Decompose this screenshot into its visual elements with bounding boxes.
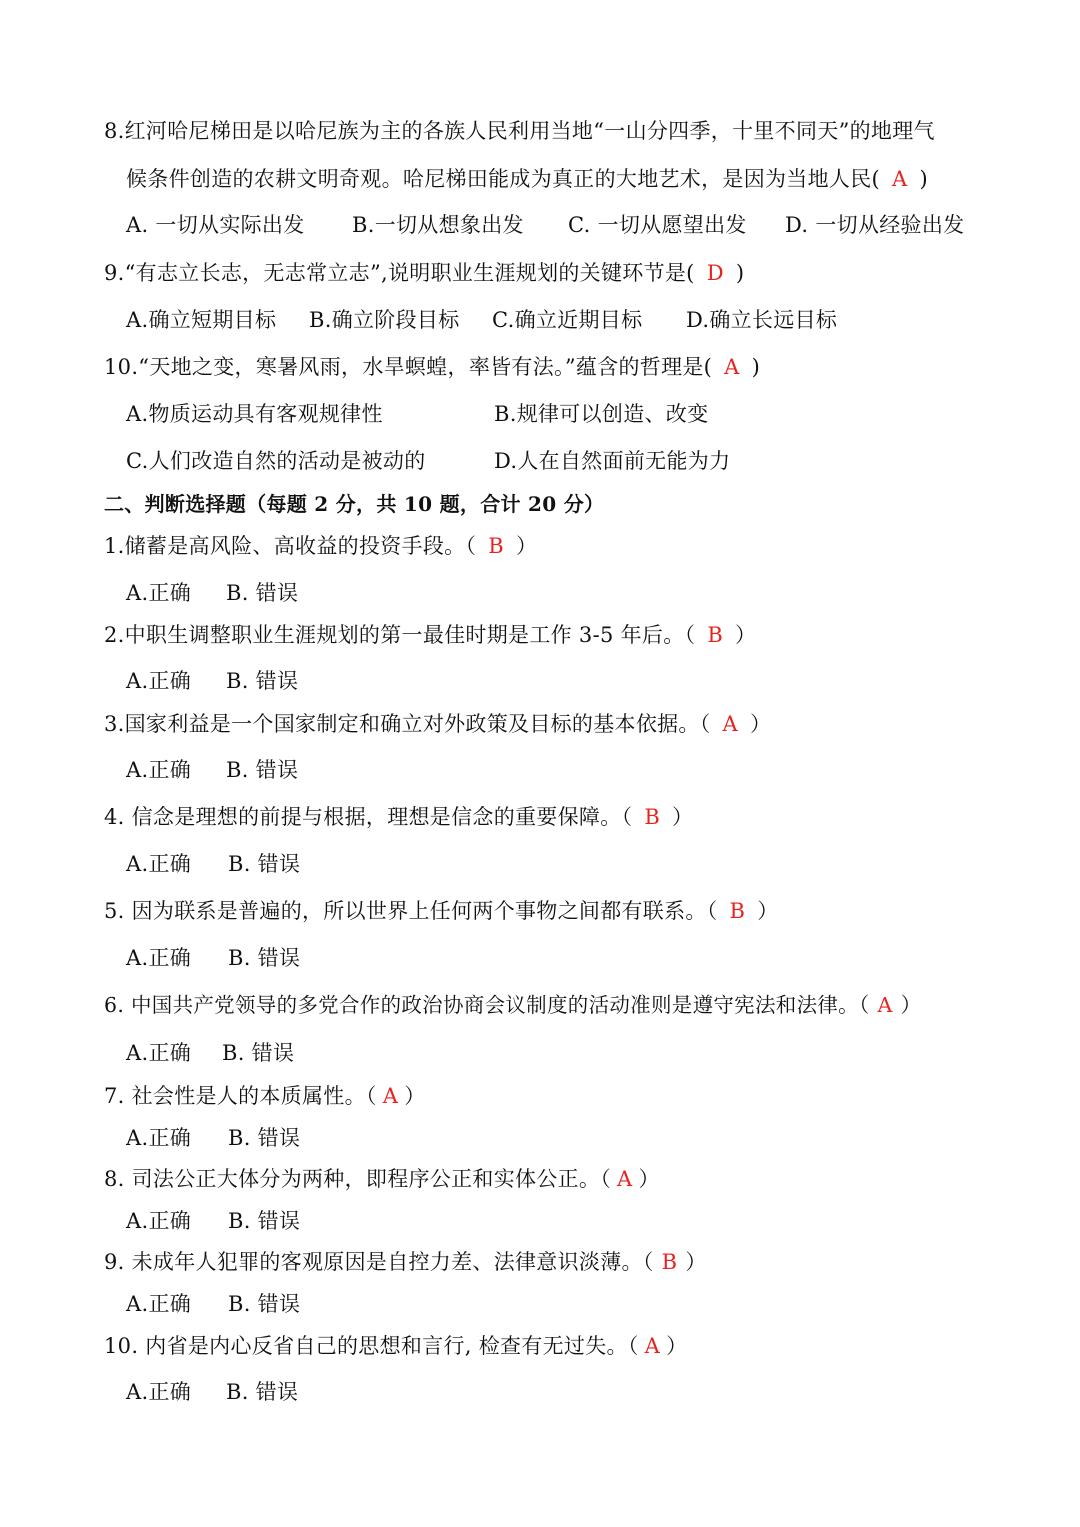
tf-q6-option-b: B. 错误 xyxy=(222,1041,295,1065)
mc-q10-stem: 10.“天地之变，寒暑风雨，水旱螟蝗，率皆有法。”蕴含的哲理是( xyxy=(104,355,713,379)
mc-q8-line1: 8.红河哈尼梯田是以哈尼族为主的各族人民利用当地“一山分四季，十里不同天”的地理气 xyxy=(104,119,935,143)
tf-q8-line xyxy=(104,1166,660,1192)
tf-q7-option-b: B. 错误 xyxy=(228,1126,301,1150)
tf-q1-option-a: A.正确 xyxy=(126,581,192,605)
tf-q1-line xyxy=(104,533,537,559)
tf-q8-option-b: B. 错误 xyxy=(228,1209,301,1233)
tf-q2-answer: B xyxy=(707,623,724,647)
tf-q4-stem: 4. 信念是理想的前提与根据，理想是信念的重要保障。（ xyxy=(104,805,633,829)
mc-q10-line xyxy=(104,354,760,380)
tf-q3-close: ） xyxy=(750,712,772,736)
mc-q8-option-b: B.一切从想象出发 xyxy=(352,213,524,237)
mc-q10-close: ) xyxy=(751,355,761,379)
tf-q9-stem: 9. 未成年人犯罪的客观原因是自控力差、法律意识淡薄。（ xyxy=(104,1250,654,1274)
tf-q4-line xyxy=(104,804,693,830)
tf-q3-line xyxy=(104,711,771,737)
tf-q7-close: ） xyxy=(404,1084,426,1108)
section-heading: 二、判断选择题（每题 2 分，共 10 题，合计 20 分） xyxy=(104,492,605,516)
tf-q1-answer: B xyxy=(488,534,504,558)
tf-q2-stem: 2.中职生调整职业生涯规划的第一最佳时期是工作 3-5 年后。（ xyxy=(104,623,696,647)
tf-q9-line xyxy=(104,1249,707,1275)
mc-q9-stem: 9.“有志立长志，无志常立志”,说明职业生涯规划的关键环节是( xyxy=(104,261,695,285)
tf-q7-answer: A xyxy=(382,1084,399,1108)
tf-q2-option-b: B. 错误 xyxy=(226,669,299,693)
tf-q10-line xyxy=(104,1333,687,1359)
mc-q8-line2 xyxy=(126,166,928,192)
tf-q10-option-b: B. 错误 xyxy=(226,1380,299,1404)
mc-q9-option-d: D.确立长远目标 xyxy=(686,308,838,332)
mc-q9-close: ) xyxy=(735,261,745,285)
mc-q8-option-d: D. 一切从经验出发 xyxy=(785,213,965,237)
tf-q6-close: ） xyxy=(900,993,922,1017)
tf-q3-answer: A xyxy=(722,712,739,736)
tf-q9-close: ） xyxy=(685,1250,707,1274)
tf-q2-option-a: A.正确 xyxy=(126,669,192,693)
tf-q5-option-a: A.正确 xyxy=(126,946,192,970)
tf-q2-line xyxy=(104,622,756,648)
tf-q7-line xyxy=(104,1083,426,1109)
tf-q10-option-a: A.正确 xyxy=(126,1380,192,1404)
tf-q4-option-b: B. 错误 xyxy=(228,852,301,876)
tf-q6-answer: A xyxy=(877,993,893,1017)
mc-q8-close: ) xyxy=(919,167,928,191)
tf-q8-stem: 8. 司法公正大体分为两种，即程序公正和实体公正。（ xyxy=(104,1167,612,1191)
tf-q3-stem: 3.国家利益是一个国家制定和确立对外政策及目标的基本依据。（ xyxy=(104,712,711,736)
mc-q10-option-a: A.物质运动具有客观规律性 xyxy=(126,402,383,426)
tf-q7-option-a: A.正确 xyxy=(126,1126,192,1150)
tf-q1-stem: 1.储蓄是高风险、高收益的投资手段。（ xyxy=(104,534,477,558)
tf-q5-answer: B xyxy=(729,899,746,923)
tf-q5-option-b: B. 错误 xyxy=(228,946,301,970)
tf-q4-close: ） xyxy=(672,805,694,829)
mc-q8-option-c: C. 一切从愿望出发 xyxy=(568,213,747,237)
mc-q9-option-c: C.确立近期目标 xyxy=(492,308,643,332)
tf-q3-option-a: A.正确 xyxy=(126,758,192,782)
tf-q8-answer: A xyxy=(617,1167,633,1191)
tf-q6-stem: 6. 中国共产党领导的多党合作的政治协商会议制度的活动准则是遵守宪法和法律。（ xyxy=(104,993,870,1017)
tf-q10-stem: 10. 内省是内心反省自己的思想和言行, 检查有无过失。（ xyxy=(104,1334,639,1358)
tf-q7-stem: 7. 社会性是人的本质属性。（ xyxy=(104,1084,377,1108)
tf-q6-option-a: A.正确 xyxy=(126,1041,192,1065)
mc-q9-answer: D xyxy=(706,261,724,285)
mc-q9-option-b: B.确立阶段目标 xyxy=(309,308,460,332)
tf-q5-close: ） xyxy=(757,899,779,923)
tf-q9-option-b: B. 错误 xyxy=(228,1292,301,1316)
tf-q5-stem: 5. 因为联系是普遍的，所以世界上任何两个事物之间都有联系。（ xyxy=(104,899,718,923)
tf-q4-option-a: A.正确 xyxy=(126,852,192,876)
mc-q10-option-c: C.人们改造自然的活动是被动的 xyxy=(126,449,426,473)
mc-q9-line xyxy=(104,260,744,286)
tf-q9-answer: B xyxy=(661,1250,678,1274)
tf-q5-line xyxy=(104,898,779,924)
tf-q9-option-a: A.正确 xyxy=(126,1292,192,1316)
tf-q10-close: ） xyxy=(666,1334,688,1358)
tf-q6-line xyxy=(104,992,921,1018)
tf-q2-close: ） xyxy=(735,623,757,647)
tf-q3-option-b: B. 错误 xyxy=(226,758,299,782)
tf-q1-close: ） xyxy=(515,534,538,558)
mc-q9-option-a: A.确立短期目标 xyxy=(126,308,277,332)
tf-q8-close: ） xyxy=(638,1167,660,1191)
mc-q8-stem: 候条件创造的农耕文明奇观。哈尼梯田能成为真正的大地艺术，是因为当地人民( xyxy=(126,167,880,191)
tf-q8-option-a: A.正确 xyxy=(126,1209,192,1233)
tf-q4-answer: B xyxy=(644,805,661,829)
mc-q8-answer: A xyxy=(892,167,908,191)
tf-q1-option-b: B. 错误 xyxy=(226,581,299,605)
mc-q10-answer: A xyxy=(724,355,740,379)
mc-q8-option-a: A. 一切从实际出发 xyxy=(126,213,305,237)
mc-q10-option-b: B.规律可以创造、改变 xyxy=(494,402,709,426)
mc-q10-option-d: D.人在自然面前无能为力 xyxy=(494,449,731,473)
tf-q10-answer: A xyxy=(644,1334,661,1358)
